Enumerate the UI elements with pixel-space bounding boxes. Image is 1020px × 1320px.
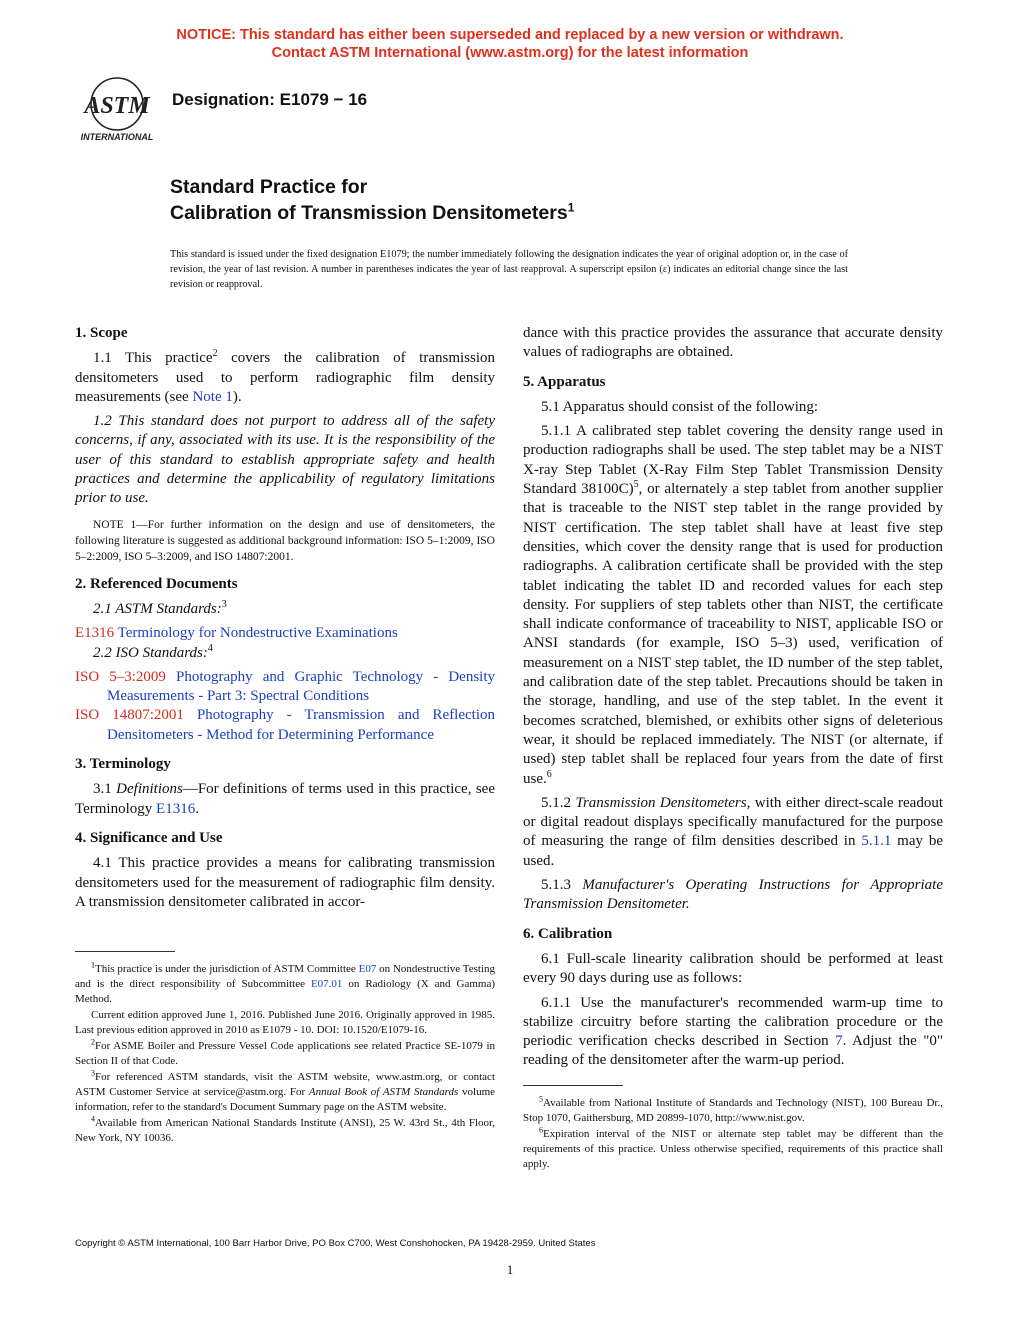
notice-line-2: Contact ASTM International (www.astm.org) for the latest information <box>271 45 749 61</box>
notice-line-1: NOTICE: This standard has either been superseded and replaced by a new version or withdrawn. <box>176 27 844 43</box>
para-2-2: 2.2 ISO Standards:$^4$ <box>93 642 213 661</box>
left-column <box>75 324 495 917</box>
footnote-6: $^6$Expiration interval of the NIST or alternate step tablet may be different than the requirements of this practice. Unless otherwise specified, requirements of this practice shall apply. <box>523 1125 943 1170</box>
section-5-1-1-link[interactable]: 5.1.1 <box>861 833 892 850</box>
astm-logo-subtext: INTERNATIONAL <box>80 132 154 142</box>
footnote-1-edition: Current edition approved June 1, 2016. Published June 2016. Originally approved in 1985. Last previous edition approved in 2010 as E1079 - 10. DOI: 10.1520/E1079-16. <box>75 1009 495 1036</box>
footnote-3: $^3$For referenced ASTM standards, visit the ASTM website, www.astm.org, or contact ASTM Customer Service at service@astm.org. For Annual Book of ASTM Standards volume information, refer to the standard's Document Summary page on the ASTM website. <box>75 1068 496 1113</box>
title-line-2: Calibration of Transmission Densitometers$^1$ <box>170 200 575 224</box>
section-6-heading: 6. Calibration <box>523 925 613 942</box>
reference-e1316[interactable]: E1316 Terminology for Nondestructive Examinations <box>75 625 398 642</box>
para-5-1-1: 5.1.1 A calibrated step tablet covering the density range used in production radiographs shall be used. The step tablet may be a NIST X-ray Step Tablet (X-Ray Film Step Tablet Transmission Density Standard 38100C)$^5$, or alternately a step tablet from another supplier that is traceable to the NIST step tablet in the range provided by NIST certification. The step tablet shall have at least five step densities, which cover the density range that is used for production radiographs. A calibration certificate shall be provided with the step tablet indicating the tablet ID and recorded values for each step density. For suppliers of step tablets other than NIST, the certificate shall indicate conformance of traceability to NIST, applicable ISO or ANSI standards (for example, ISO 5–3) used, verification of measurement on a NIST step tablet, the ID number of the step tablet, and calibration date of the step tablet. Precautions should be taken in the storage, handling, and use of the step tablet. In the event it becomes scratched, blemished, or exhibits other signs of deleterious wear, it should be replaced immediately. The NIST (or alternate, if used) step tablet shall be replaced four years from the date of first use.$^6$ <box>523 423 943 787</box>
section-4-heading: 4. Significance and Use <box>75 829 223 846</box>
astm-logo-text: ASTM <box>84 93 150 119</box>
section-1-heading: 1. Scope <box>75 325 128 341</box>
copyright: Copyright © ASTM International, 100 Barr Harbor Drive, PO Box C700, West Conshohocken, PA 19428-2959. United States <box>75 1238 596 1249</box>
astm-logo-icon <box>72 74 162 144</box>
para-4-1-continued: dance with this practice provides the assurance that accurate density values of radiographs are obtained. <box>523 325 943 361</box>
section-5-heading: 5. Apparatus <box>523 373 606 390</box>
footnote-5: $^5$Available from National Institute of Standards and Technology (NIST), 100 Bureau Dr., Stop 1070, Gaithersburg, MD 20899-1070, http://www.nist.gov. <box>523 1094 943 1124</box>
footnote-2: $^2$For ASME Boiler and Pressure Vessel Code applications see related Practice SE-1079 in Section II of that Code. <box>75 1037 495 1067</box>
para-1-1: 1.1 This practice$^2$ covers the calibration of transmission densitometers used to perform radiographic film density measurements (see Note 1). <box>75 348 495 405</box>
astm-logo <box>72 74 162 144</box>
footnotes-left <box>75 962 495 1147</box>
section-3-heading: 3. Terminology <box>75 756 171 773</box>
e1316-link[interactable]: E1316 <box>156 800 196 817</box>
footnote-divider-right <box>523 1085 623 1086</box>
page-number: 1 <box>506 1262 514 1277</box>
section-2-heading: 2. Referenced Documents <box>75 575 238 592</box>
e07-01-link[interactable]: E07.01 <box>310 978 343 990</box>
right-column <box>523 324 943 1076</box>
para-2-1: 2.1 ASTM Standards:$^3$ <box>93 598 227 617</box>
footnote-1: $^1$This practice is under the jurisdiction of ASTM Committee E07 on Nondestructive Testing and is the direct responsibility of Subcommittee E07.01 on Radiology (X and Gamma) Method. <box>75 960 495 1005</box>
reference-iso-5-3[interactable]: ISO 5–3:2009 Photography and Graphic Technology - Density Measurements - Part 3: Spectral Conditions <box>75 668 495 705</box>
document-title <box>170 174 574 226</box>
para-4-1: 4.1 This practice provides a means for calibrating transmission densitometers used for the measurement of radiographic film density. A transmission densitometer calibrated in accor- <box>75 855 495 910</box>
para-6-1-1: 6.1.1 Use the manufacturer's recommended warm-up time to stabilize circuitry before starting the calibration procedure or the periodic verification checks described in Section 7. Adjust the "0" reading of the densitometer after the warm-up period. <box>523 994 943 1069</box>
para-5-1: 5.1 Apparatus should consist of the following: <box>541 398 819 415</box>
e07-link[interactable]: E07 <box>358 963 377 975</box>
footnote-divider-left <box>75 951 175 952</box>
notice-banner <box>0 26 1020 62</box>
para-6-1: 6.1 Full-scale linearity calibration should be performed at least every 90 days during use as follows: <box>523 950 943 987</box>
para-5-1-2: 5.1.2 Transmission Densitometers, with either direct-scale readout or digital readout displays specifically manufactured for the purpose of measuring the range of film densities described in 5.1.1 may be used. <box>523 794 943 869</box>
issued-note: This standard is issued under the fixed designation E1079; the number immediately following the designation indicates the year of original adoption or, in the case of revision, the year of last revision. A number in parentheses indicates the year of last reapproval. A superscript epsilon (ε) indicates an editorial change since the last revision or reapproval. <box>170 249 848 290</box>
reference-iso-14807[interactable]: ISO 14807:2001 Photography - Transmission and Reflection Densitometers - Method for Determining Performance <box>75 707 496 743</box>
section-7-link[interactable]: 7 <box>835 1033 843 1050</box>
para-3-1: 3.1 Definitions—For definitions of terms used in this practice, see Terminology E1316. <box>75 781 495 817</box>
para-5-1-3: 5.1.3 Manufacturer's Operating Instructions for Appropriate Transmission Densitometer. <box>523 877 943 913</box>
title-footnote-ref[interactable]: 1 <box>567 200 575 215</box>
note-1: NOTE 1—For further information on the design and use of densitometers, the following literature is suggested as additional background information: ISO 5–1:2009, ISO 5–2:2009, ISO 5–3:2009, and ISO 14807:2001. <box>75 518 495 563</box>
footnote-4: $^4$Available from American National Standards Institute (ANSI), 25 W. 43rd St., 4th Floor, New York, NY 10036. <box>75 1114 495 1144</box>
para-1-2: 1.2 This standard does not purport to address all of the safety concerns, if any, associated with its use. It is the responsibility of the user of this standard to establish appropriate safety and health practices and determine the applicability of regulatory limitations prior to use. <box>75 413 495 507</box>
designation: Designation: E1079 − 16 <box>172 90 368 109</box>
title-line-1: Standard Practice for <box>170 176 368 198</box>
note-1-link[interactable]: Note 1 <box>192 388 233 405</box>
footnotes-right <box>523 1096 943 1173</box>
